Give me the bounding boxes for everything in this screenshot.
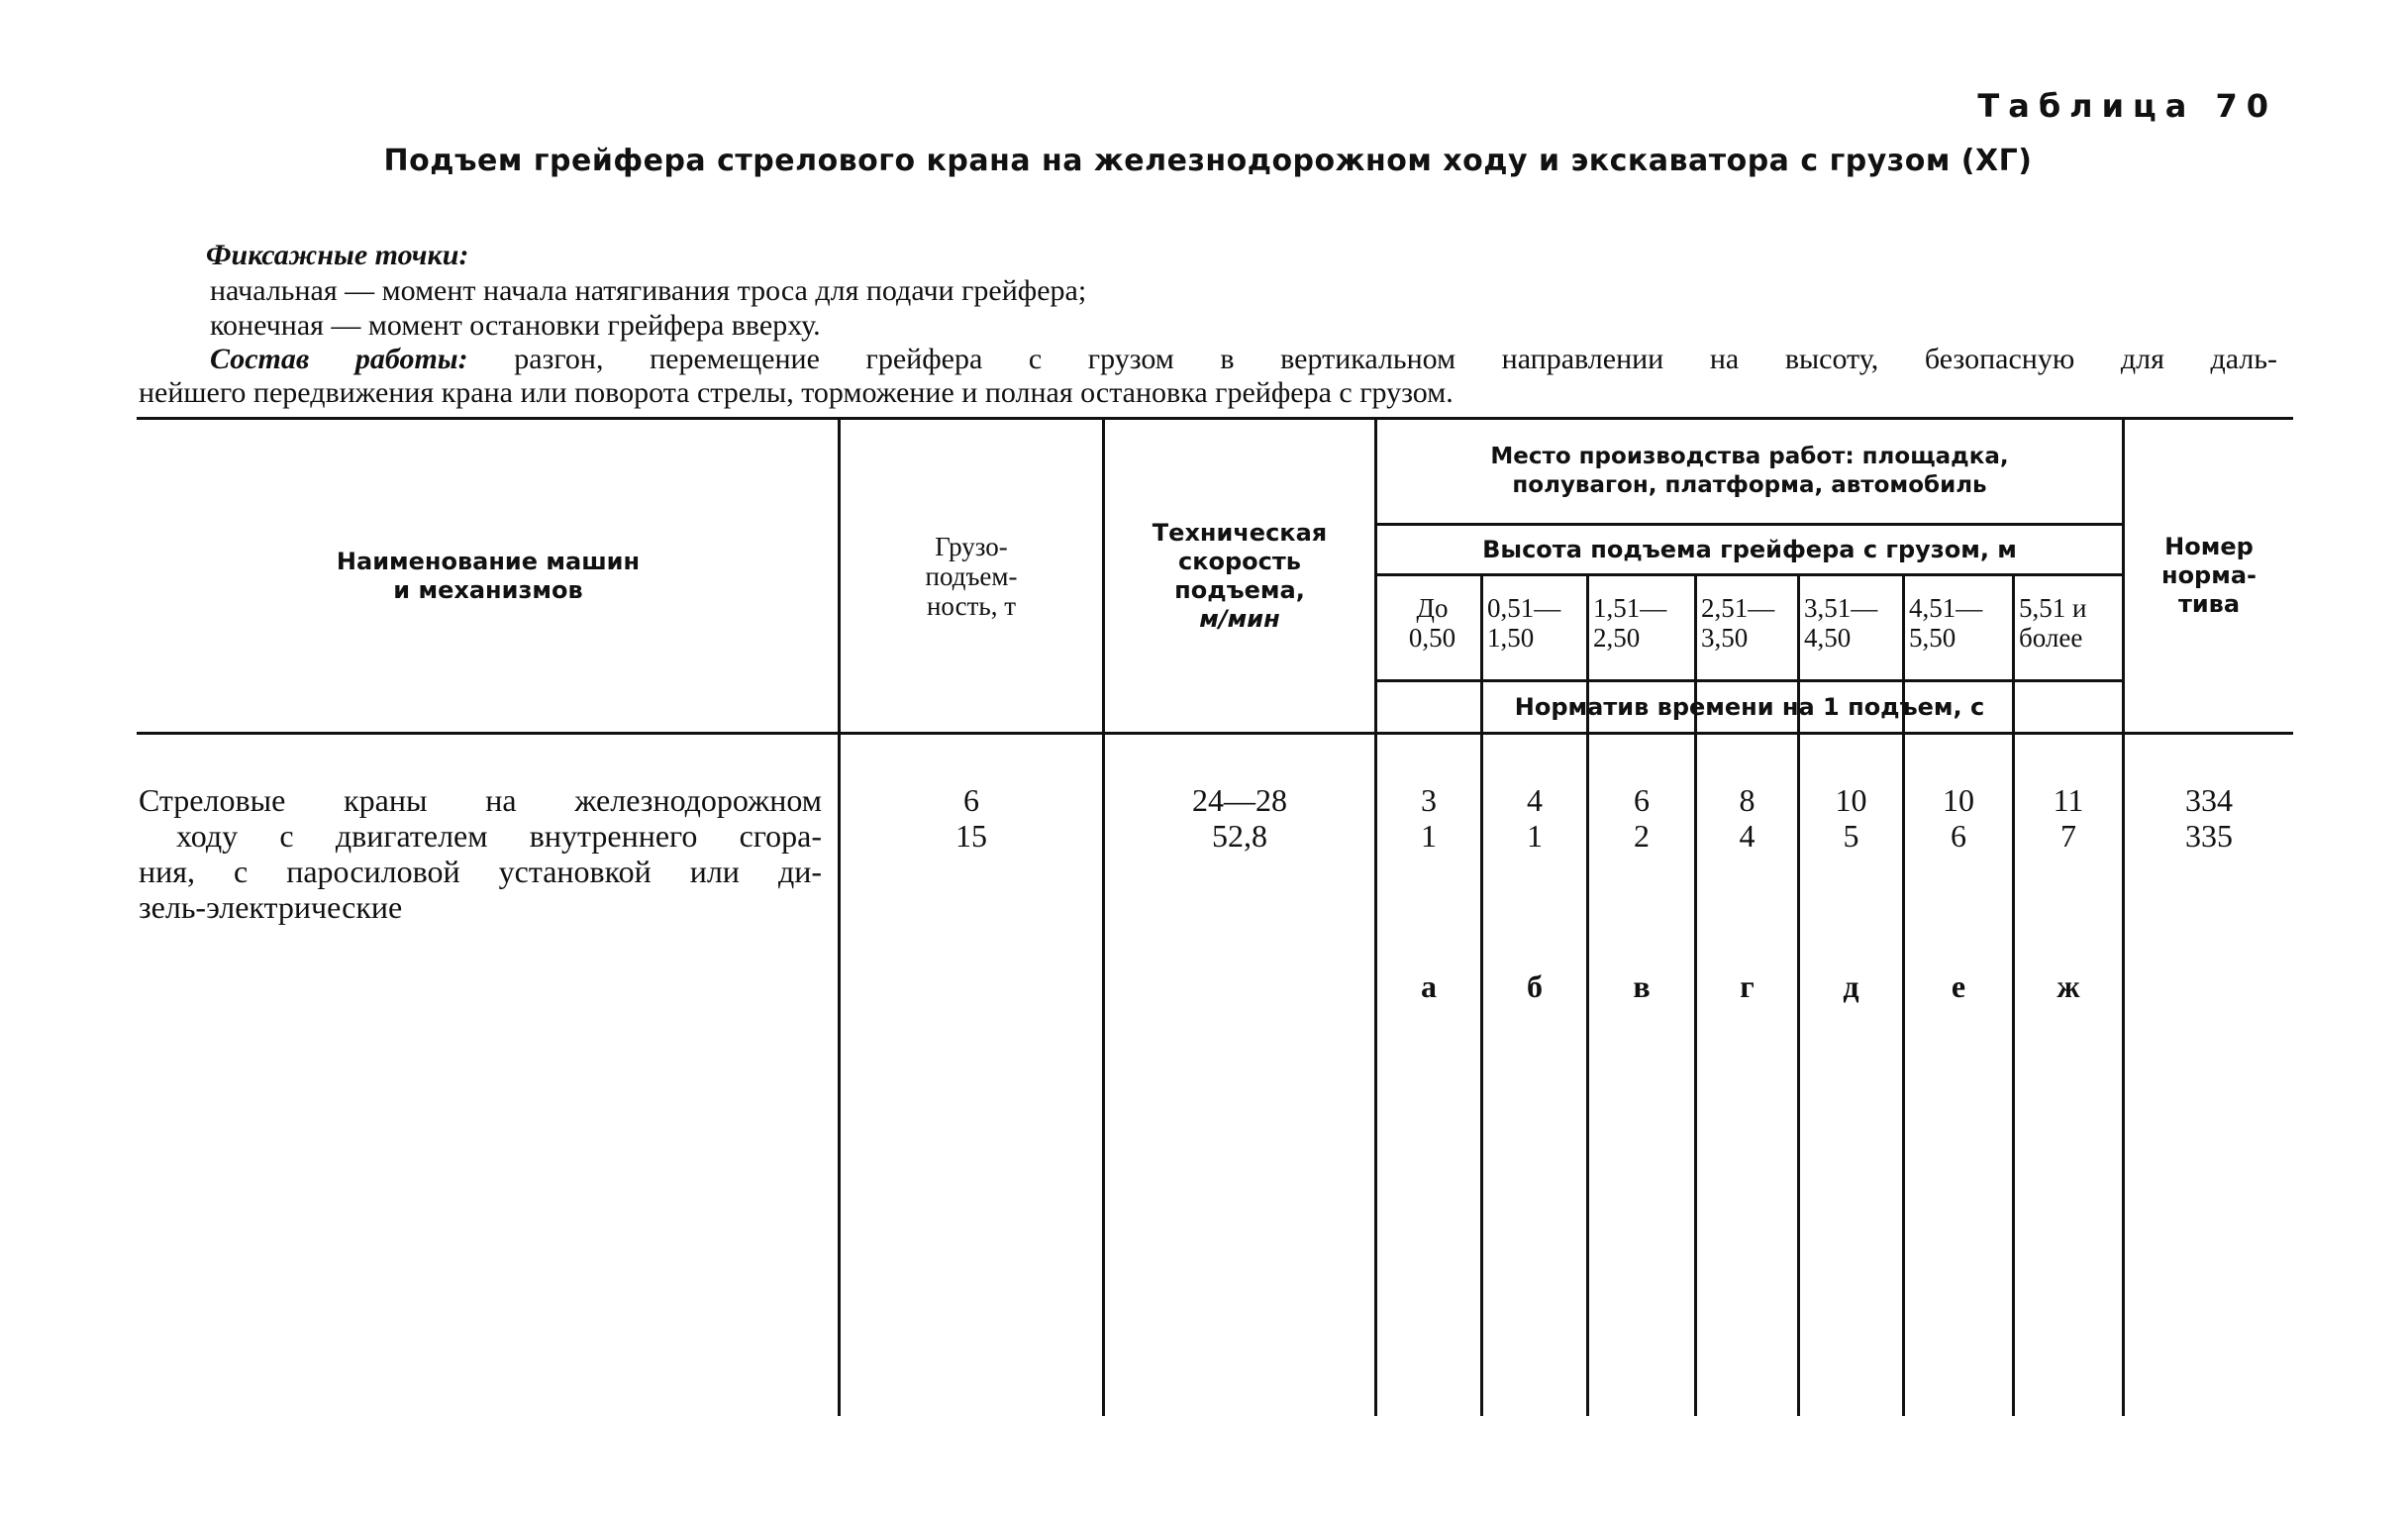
capacity-value: 15 <box>955 818 987 854</box>
row-col-g <box>1697 782 1797 854</box>
table-title: Подъем грейфера стрелового крана на железнодорожном ходу и экскаватора с грузом (ХГ) <box>383 144 2033 178</box>
time-value: 8 <box>1739 782 1756 818</box>
time-value: 4 <box>1739 818 1756 854</box>
work-composition-line2: нейшего передвижения крана или поворота стрелы, торможение и полная остановка грейфера с грузом. <box>139 376 1454 409</box>
row-name-line4: зель-электрические <box>139 889 403 925</box>
range-0-to: 0,50 <box>1408 623 1456 653</box>
speed-value: 24—28 <box>1192 782 1287 818</box>
time-value: 10 <box>1835 782 1867 818</box>
table-header-rule <box>137 732 2293 735</box>
header-speed-line3: подъема, <box>1174 575 1305 604</box>
header-norm-number-line1: Номер <box>2164 533 2254 560</box>
header-speed <box>1105 420 1374 732</box>
column-letter: г <box>1740 968 1755 1004</box>
row-capacity <box>841 782 1102 854</box>
range-5-to: 5,50 <box>1909 623 1956 653</box>
work-composition-text: разгон, перемещение грейфера с грузом в вертикальном направлении на высоту, безопасную для даль- <box>467 343 2277 375</box>
header-place-line2: полувагон, платформа, автомобиль <box>1512 472 1987 498</box>
row-col-d <box>1800 782 1902 854</box>
row-norm-number <box>2125 782 2293 854</box>
range-3 <box>1701 593 1797 653</box>
range-2-from: 1,51— <box>1593 593 1667 623</box>
header-capacity-line2: подъем- <box>925 560 1018 591</box>
time-value: 2 <box>1634 818 1650 854</box>
time-value: 3 <box>1421 782 1437 818</box>
column-letter: в <box>1633 968 1651 1004</box>
header-capacity-line3: ность, т <box>926 590 1017 621</box>
column-letter: ж <box>2057 968 2080 1004</box>
hline-height <box>1375 573 2124 576</box>
header-height: Высота подъема грейфера с грузом, м <box>1482 535 2017 563</box>
range-5-from: 4,51— <box>1909 593 1983 623</box>
header-name <box>139 420 838 732</box>
header-place-line1: Место производства работ: площадка, <box>1490 444 2009 469</box>
time-value: 6 <box>1634 782 1650 818</box>
work-composition-line1 <box>139 342 2277 377</box>
row-name-line1: Стреловые краны на железнодорожном <box>139 782 822 818</box>
row-name-line2: ходу с двигателем внутреннего сгора- <box>176 818 822 854</box>
range-0-from: До <box>1416 593 1449 623</box>
time-value: 6 <box>1951 818 1966 854</box>
norm-number-value: 335 <box>2185 818 2233 854</box>
range-6 <box>2019 593 2122 653</box>
speed-value: 52,8 <box>1212 818 1267 854</box>
header-speed-line1: Техническая <box>1152 518 1328 547</box>
range-1-to: 1,50 <box>1487 623 1535 653</box>
range-2-to: 2,50 <box>1593 623 1641 653</box>
header-capacity-line1: Грузо- <box>935 531 1008 561</box>
time-value: 7 <box>2060 818 2076 854</box>
capacity-value: 6 <box>963 782 979 818</box>
header-norm-number-line3: тива <box>2177 590 2241 618</box>
range-2 <box>1593 593 1694 653</box>
range-4-to: 4,50 <box>1804 623 1852 653</box>
fix-point-end: конечная — момент остановки грейфера вверху. <box>210 309 821 342</box>
time-value: 1 <box>1421 818 1437 854</box>
row-col-zh <box>2015 782 2122 854</box>
row-name-line3: ния, с паросиловой установкой или ди- <box>139 854 822 889</box>
header-name-line2: и механизмов <box>393 575 583 604</box>
header-speed-unit: м/мин <box>1199 604 1280 633</box>
time-value: 10 <box>1943 782 1974 818</box>
table-number: Таблица 70 <box>1977 87 2277 125</box>
range-3-to: 3,50 <box>1701 623 1749 653</box>
time-value: 11 <box>2053 782 2084 818</box>
range-3-from: 2,51— <box>1701 593 1775 623</box>
work-composition-label: Состав работы: <box>210 343 468 375</box>
range-4-from: 3,51— <box>1804 593 1878 623</box>
norm-number-value: 334 <box>2185 782 2233 818</box>
row-machine-name <box>139 782 822 925</box>
range-1-from: 0,51— <box>1487 593 1561 623</box>
header-place <box>1377 420 2122 523</box>
range-0 <box>1384 593 1480 653</box>
column-letter: д <box>1843 968 1859 1004</box>
fix-point-start: начальная — момент начала натягивания троса для подачи грейфера; <box>210 274 1087 307</box>
header-capacity <box>841 420 1102 732</box>
range-6-from: 5,51 и <box>2019 593 2087 623</box>
header-norm-number <box>2125 420 2293 732</box>
header-norm-number-line2: норма- <box>2160 561 2258 589</box>
time-value: 1 <box>1527 818 1543 854</box>
column-letter: е <box>1951 968 1966 1004</box>
range-4 <box>1804 593 1902 653</box>
column-letter: б <box>1527 968 1543 1004</box>
row-col-v <box>1589 782 1694 854</box>
header-norm-time: Норматив времени на 1 подъем, с <box>1514 692 1985 721</box>
row-col-a <box>1377 782 1480 854</box>
column-letter: а <box>1421 968 1437 1004</box>
range-5 <box>1909 593 2012 653</box>
row-col-b <box>1483 782 1586 854</box>
fix-points-heading: Фиксажные точки: <box>206 239 469 271</box>
time-value: 4 <box>1527 782 1543 818</box>
header-name-line1: Наименование машин <box>336 547 641 575</box>
time-value: 5 <box>1843 818 1859 854</box>
range-1 <box>1487 593 1586 653</box>
header-speed-line2: скорость <box>1178 547 1301 575</box>
range-6-to: более <box>2019 623 2083 653</box>
row-col-e <box>1905 782 2012 854</box>
row-speed <box>1105 782 1374 854</box>
